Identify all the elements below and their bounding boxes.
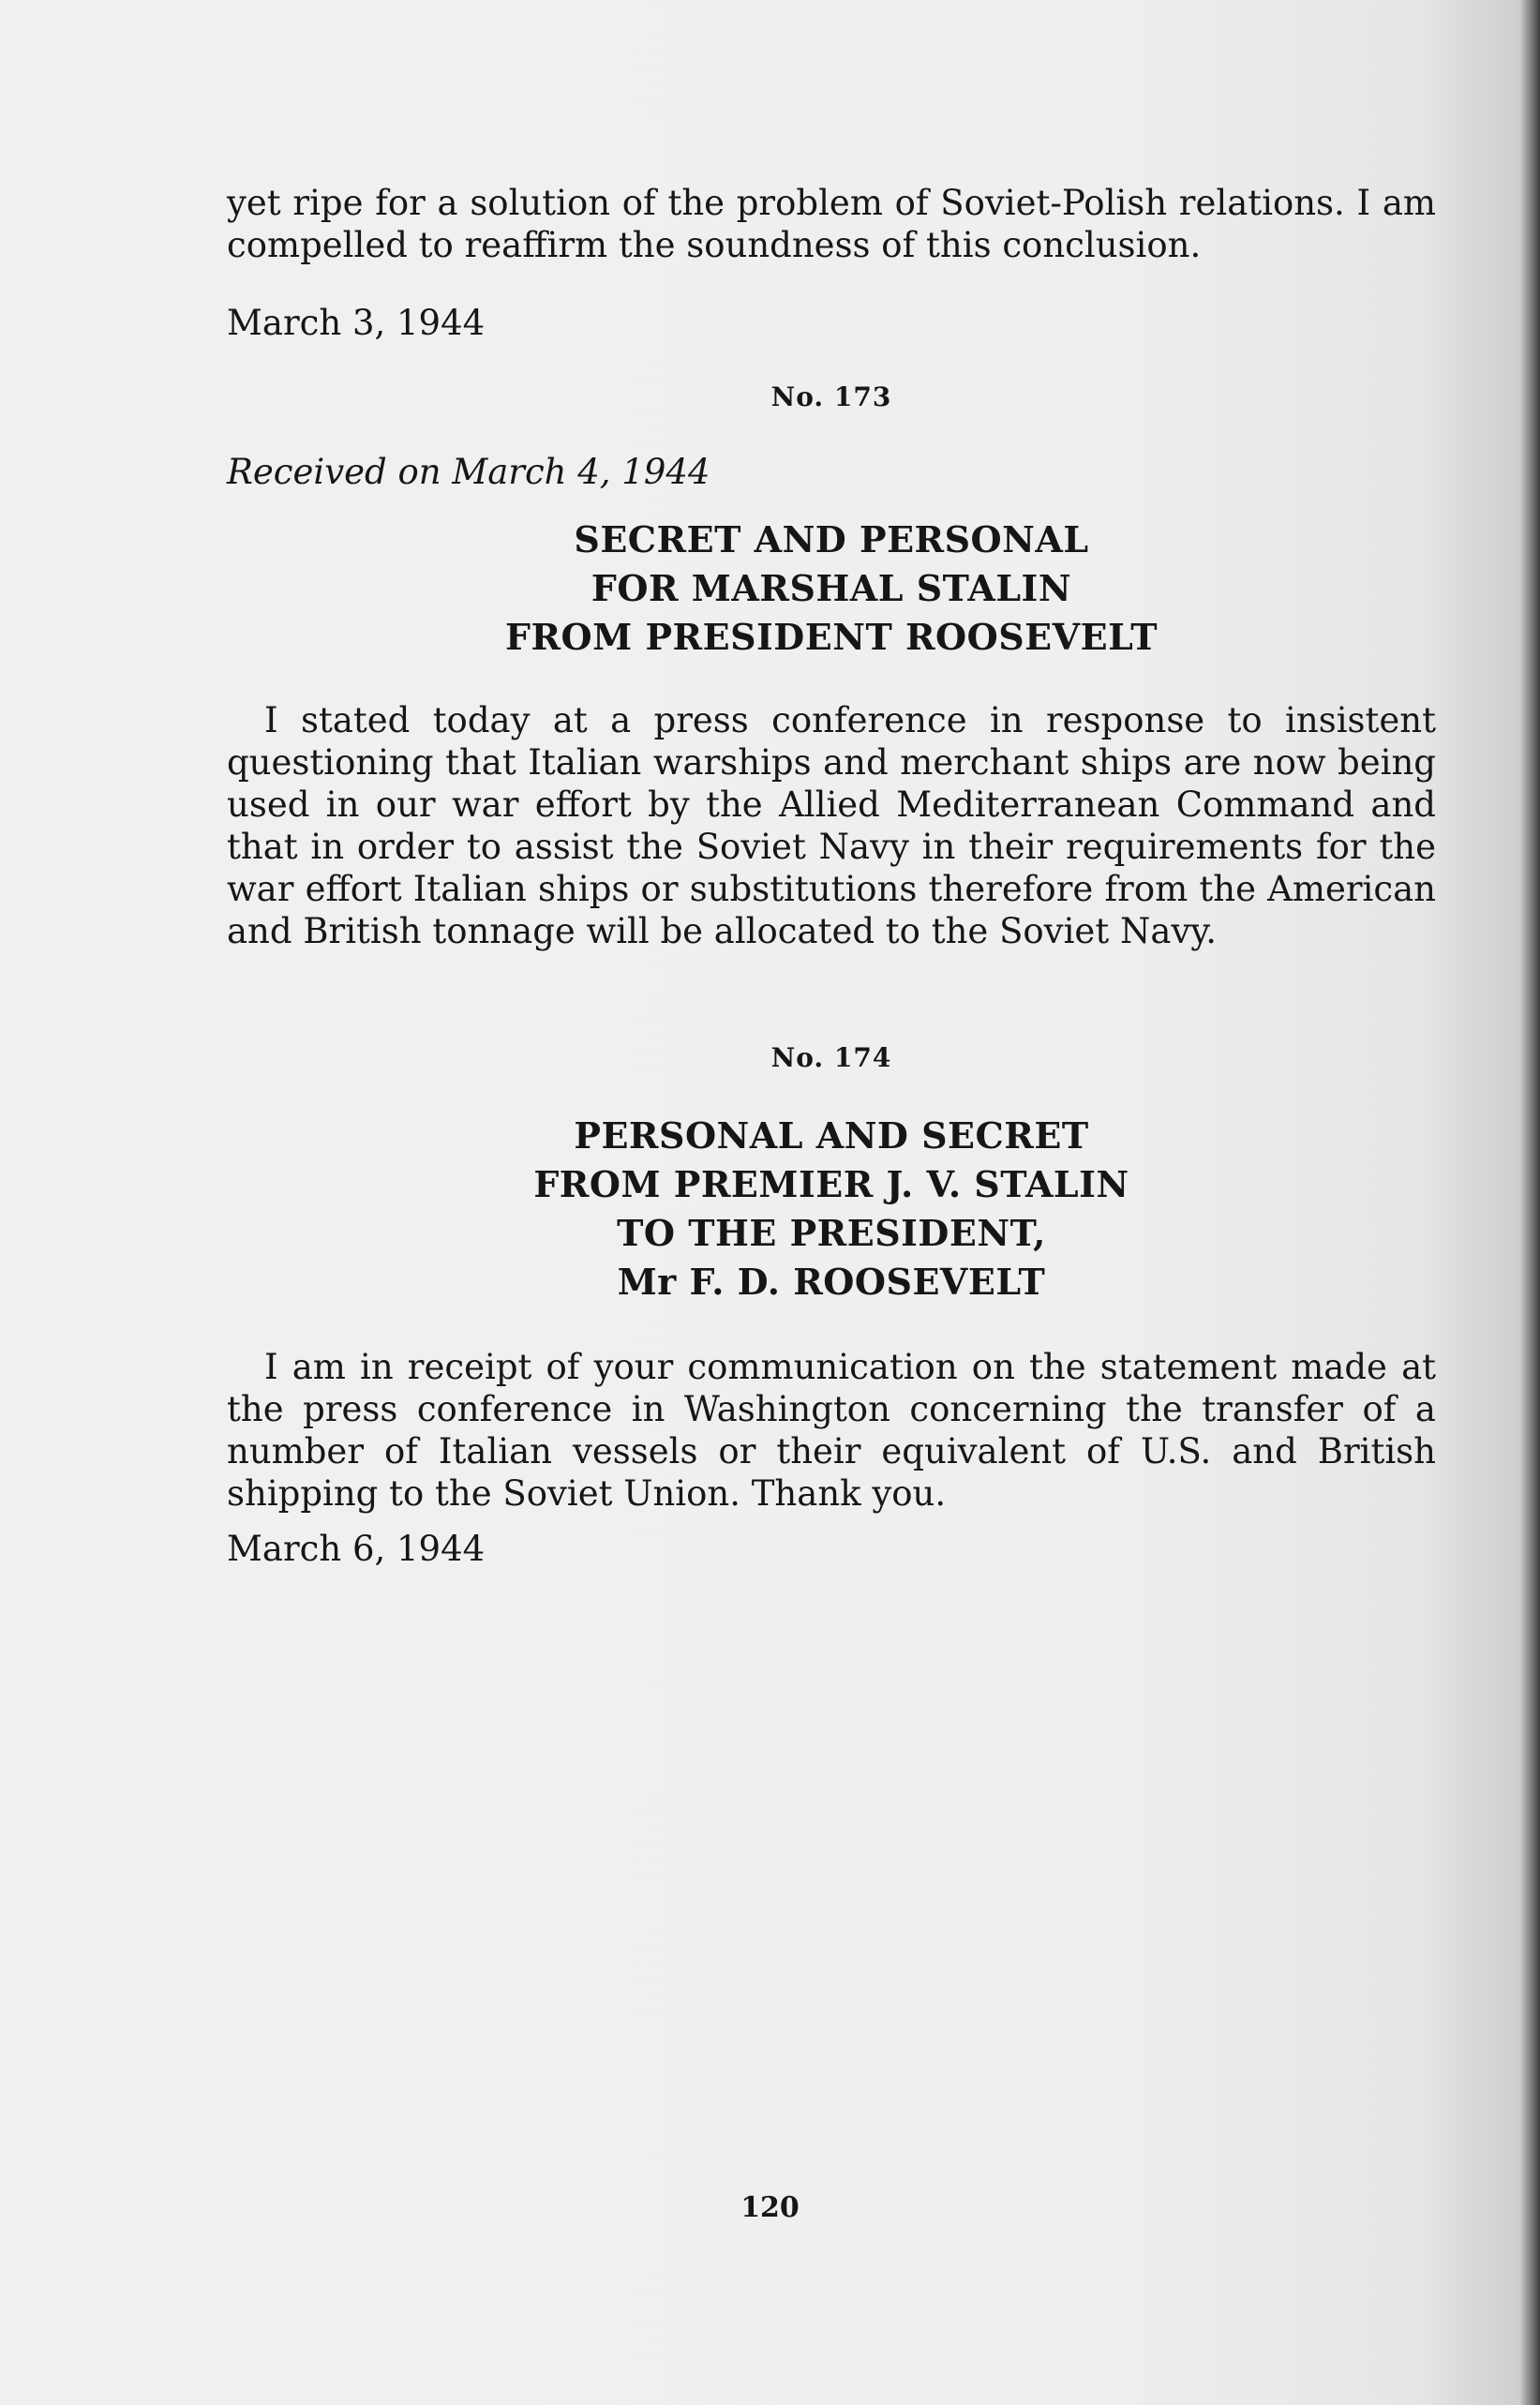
continuation-paragraph: yet ripe for a solution of the problem of Soviet-Polish relations. I am compelled to reaffirm the soundness of this conclusion. [227,183,1436,265]
heading-line: SECRET AND PERSONAL [574,518,1089,560]
heading-174 [227,1112,1436,1307]
page-edge-shadow [1519,0,1540,2405]
page-content [227,178,1436,1570]
heading-line: FOR MARSHAL STALIN [591,567,1072,609]
date-march-3: March 3, 1944 [227,303,486,343]
body-paragraph-174: I am in receipt of your communication on the statement made at the press conference in Washington concerning the transfer of a number of Italian vessels or their equivalent of U.S. and British shipping to the Soviet Union. Thank you. [227,1347,1436,1514]
heading-line: TO THE PRESIDENT, [617,1212,1046,1254]
heading-line: PERSONAL AND SECRET [574,1114,1089,1157]
heading-line: FROM PREMIER J. V. STALIN [533,1163,1129,1205]
heading-line: FROM PRESIDENT ROOSEVELT [505,616,1158,658]
document-number-173: No. 173 [770,381,892,412]
date-march-6: March 6, 1944 [227,1529,486,1569]
heading-line: Mr F. D. ROOSEVELT [617,1261,1046,1303]
document-number-174: No. 174 [770,1042,892,1073]
heading-173 [227,515,1436,662]
received-date: Received on March 4, 1944 [227,452,710,492]
page-number: 120 [740,2191,800,2224]
body-paragraph-173: I stated today at a press conference in response to insistent questioning that Italian warships and merchant ships are now being used in our war effort by the Allied Mediterranean Command and that in order to assist the Soviet Navy in their requirements for the war effort Italian ships or substitutions therefore from the American and British tonnage will be allocated to the Soviet Navy. [227,700,1436,951]
